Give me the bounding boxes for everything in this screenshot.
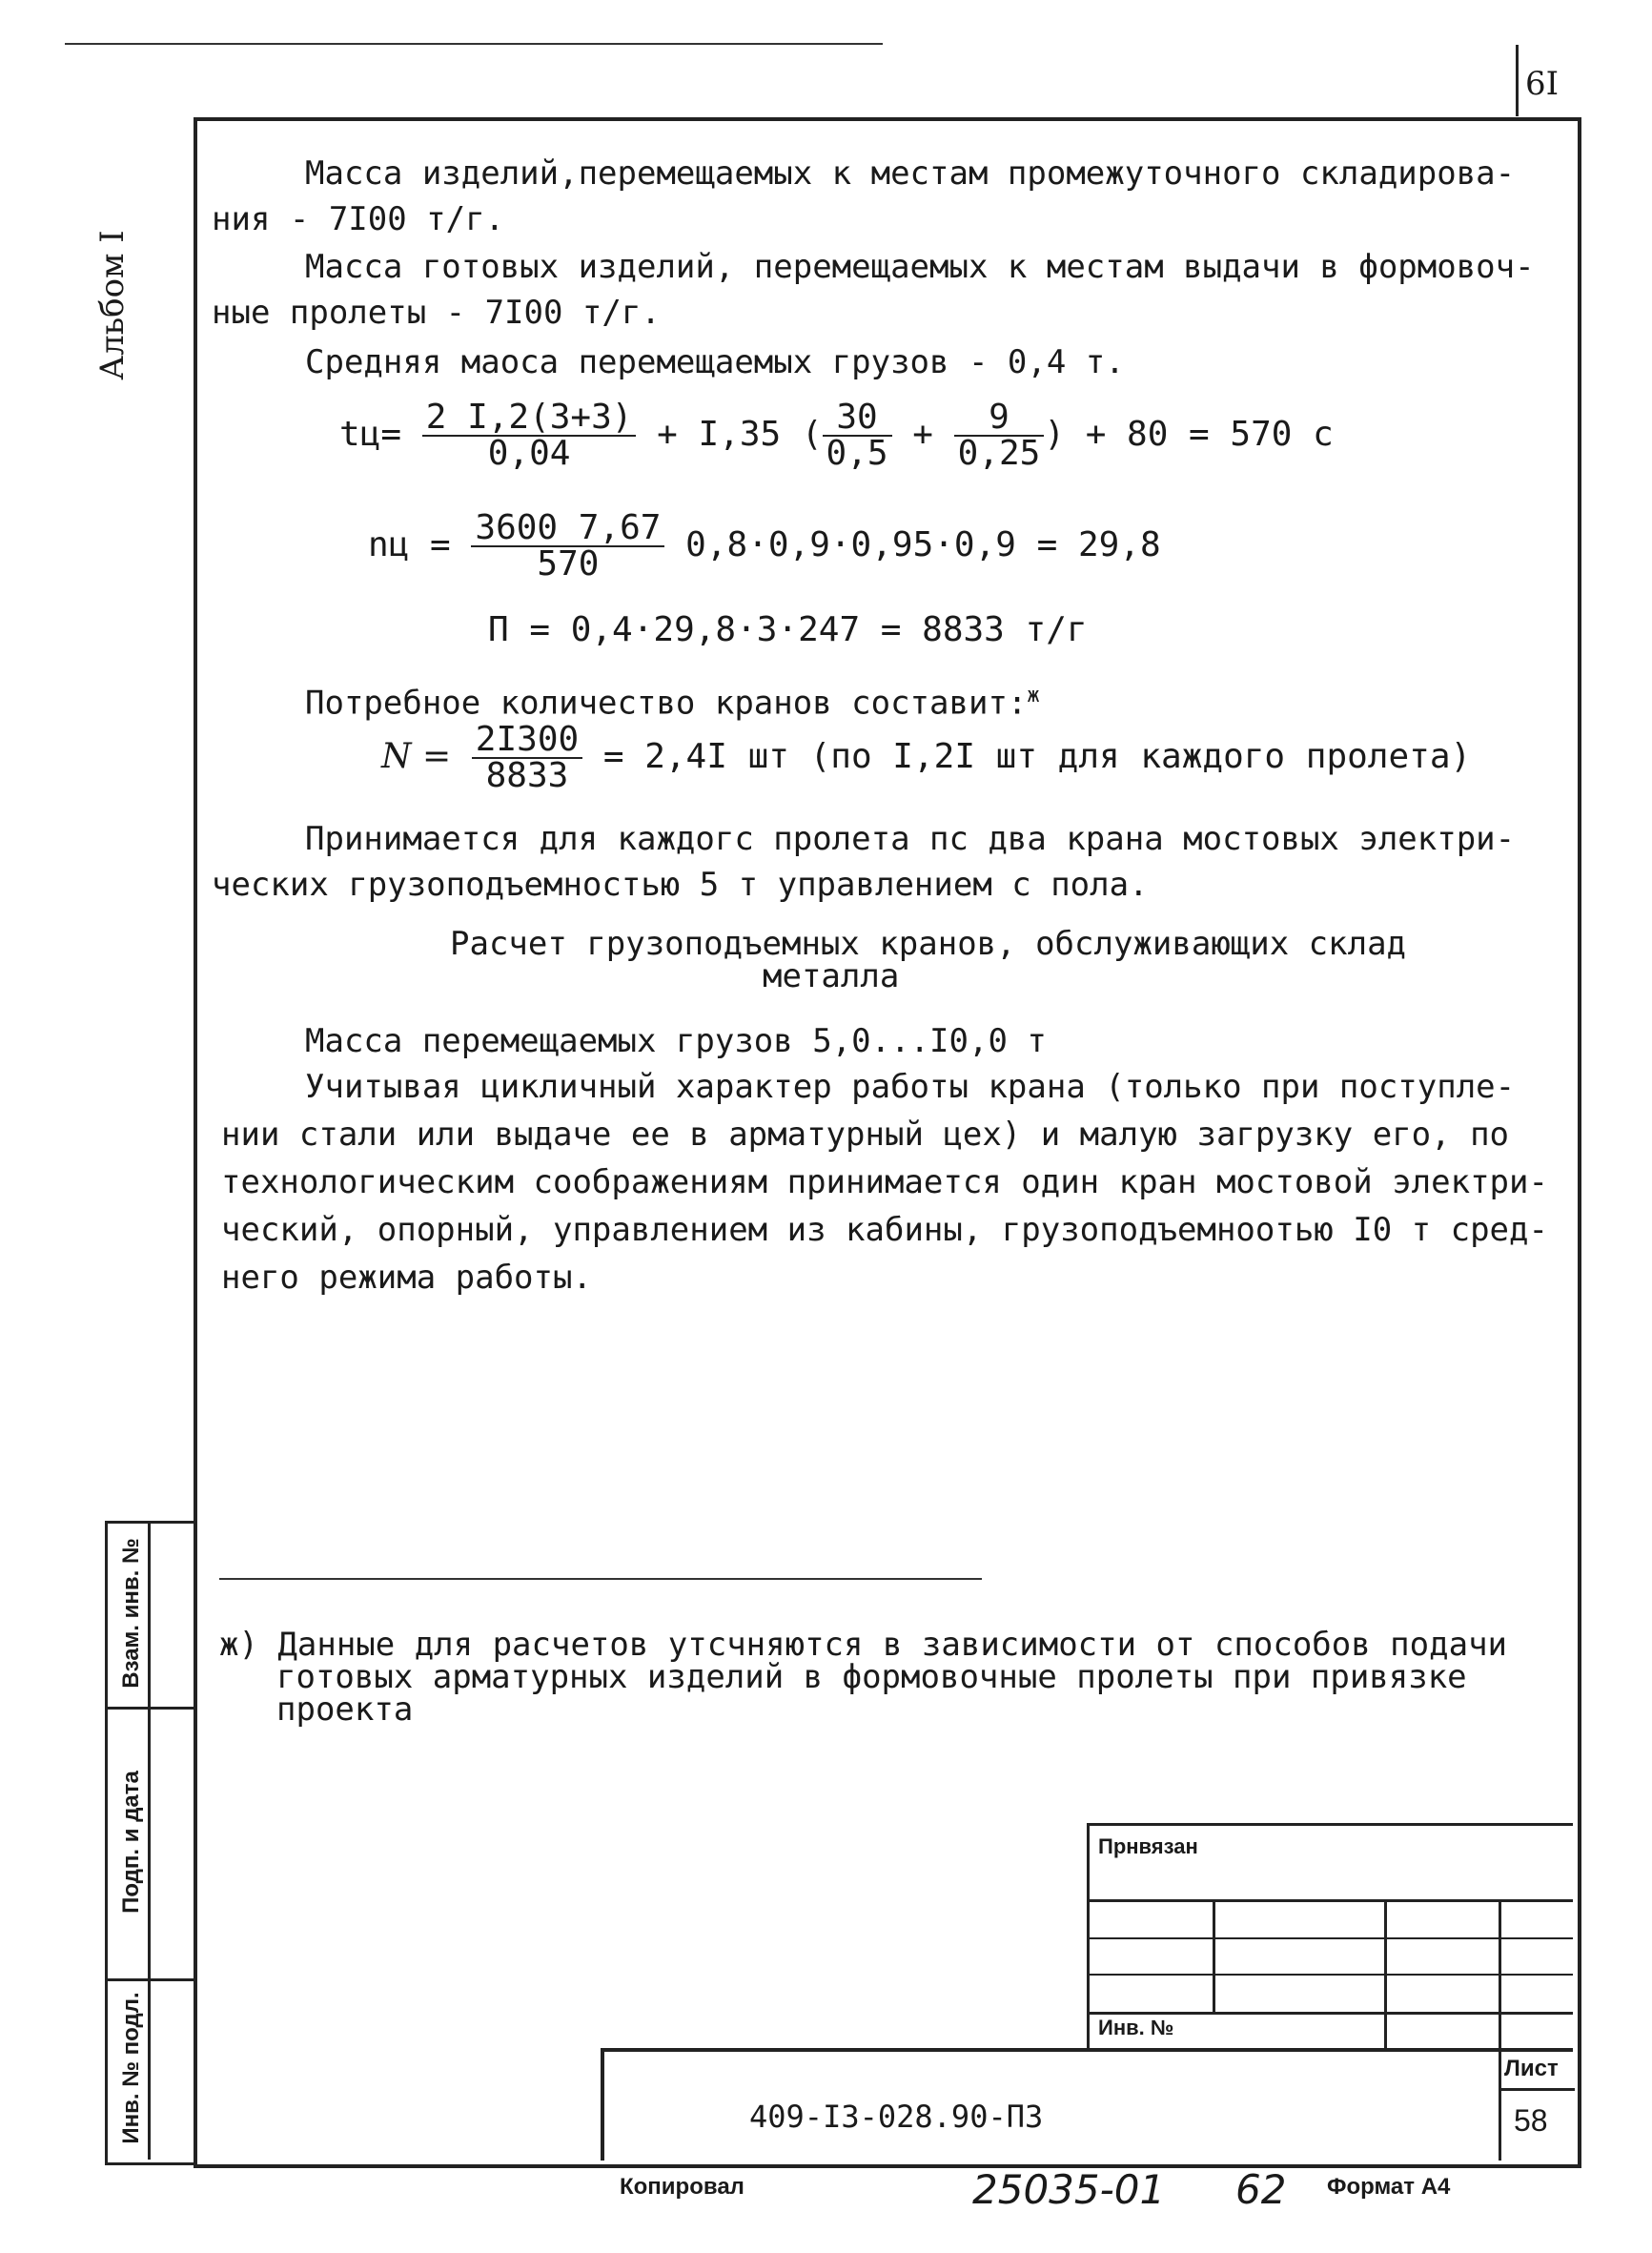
formula-part: + I,35 ( (657, 415, 823, 454)
formula-part: = 2,4I шт (по I,2I шт для каждого пролета) (602, 737, 1472, 776)
section-heading: Расчет грузоподъемных кранов, обслуживающих склад (450, 925, 1407, 963)
page-number: 6I (1525, 65, 1560, 103)
side-stamp-divider (105, 1978, 194, 1981)
formula-tc (339, 400, 1334, 471)
paragraph-line (305, 673, 1040, 726)
document-code: 409-I3-028.90-ПЗ (749, 2099, 1044, 2135)
paragraph-line: ческих грузоподъемностью 5 т управлением с пола. (212, 866, 1149, 904)
title-block-privyazan: Прнвязан (1098, 1834, 1198, 1858)
fraction-numerator: 2 I,2(3+3) (422, 400, 637, 437)
side-label-podp: Подп. и дата (118, 1771, 144, 1914)
fraction (954, 400, 1045, 471)
formula-part: ) + 80 = 570 с (1044, 415, 1334, 454)
fraction-numerator: 2I300 (472, 723, 582, 759)
fraction-numerator: 30 (823, 400, 892, 437)
footnote-rule (219, 1578, 982, 1580)
paragraph-line: него режима работы. (221, 1259, 592, 1297)
fraction (422, 400, 637, 471)
format-label: Формат А4 (1327, 2174, 1451, 2200)
paragraph-line: Учитывая цикличный характер работы крана (только при поступле- (305, 1068, 1516, 1106)
fraction (472, 720, 582, 795)
title-block-inv: Инв. № (1098, 2016, 1174, 2039)
fraction-denominator: 570 (537, 544, 600, 584)
formula-part: 0,8·0,9·0,95·0,9 = 29,8 (685, 525, 1161, 564)
title-block-rule (1213, 1899, 1215, 2012)
header-rule (65, 43, 883, 45)
stamp-rule (601, 2048, 1573, 2052)
footnote-line: готовых арматурных изделий в формовочные пролеты при привязке (276, 1658, 1467, 1696)
formula-n (381, 720, 1472, 795)
side-label-inv: Инв. № подл. (118, 1992, 144, 2144)
paragraph-line: Принимается для каждогс пролета пс два крана мостовых электри- (305, 820, 1516, 858)
handwritten-number: 25035-01 (972, 2166, 1166, 2213)
title-block-rule (1384, 1899, 1387, 2048)
formula-p: П = 0,4·29,8·3·247 = 8833 т/г (488, 610, 1088, 649)
formula-lhs: N = (381, 737, 452, 776)
fraction (471, 508, 664, 584)
paragraph-line: Средняя маоса перемещаемых грузов - 0,4 т. (305, 343, 1125, 381)
fraction-denominator: 0,5 (826, 434, 888, 473)
handwritten-number: 62 (1235, 2166, 1287, 2213)
paragraph-line: технологическим соображениям принимается один кран мостовой электри- (221, 1163, 1548, 1201)
paragraph-line: нии стали или выдаче ее в арматурный цех) и малую загрузку его, по (221, 1116, 1510, 1154)
sheet-label: Лист (1504, 2056, 1559, 2081)
fraction-numerator: 3600 7,67 (471, 511, 664, 547)
title-block-rule (1087, 1823, 1573, 1826)
fraction-denominator: 0,25 (957, 434, 1041, 473)
title-block-rule (1499, 1899, 1501, 2161)
formula-lhs: nц = (368, 525, 451, 564)
fraction-denominator: 0,04 (487, 434, 571, 473)
footnote-line: проекта (276, 1690, 414, 1729)
formula-part: + (912, 415, 933, 454)
side-stamp-divider (148, 1521, 151, 2160)
stamp-rule (601, 2048, 604, 2161)
formula-nc (368, 508, 1161, 584)
paragraph-line: Масса готовых изделий, перемещаемых к местам выдачи в формовоч- (305, 248, 1535, 286)
fraction (823, 400, 892, 471)
formula-lhs: tц= (339, 415, 402, 454)
paragraph-line: Масса изделий,перемещаемых к местам промежуточного складирова- (305, 154, 1516, 193)
sheet-number: 58 (1514, 2103, 1548, 2138)
stamp-rule (1499, 2088, 1575, 2091)
album-label: Альбом I (93, 230, 132, 380)
paragraph-line: ния - 7I00 т/г. (212, 200, 505, 238)
paragraph-line: ческий, опорный, управлением из кабины, грузоподъемноотью I0 т сред- (221, 1211, 1548, 1249)
side-label-vzam: Взам. инв. № (118, 1538, 144, 1689)
section-heading: металла (763, 957, 900, 995)
kopiroval-label: Копировал (620, 2174, 744, 2200)
footnote-line: ж) Данные для расчетов утсчняются в зависимости от способов подачи (219, 1626, 1508, 1664)
footnote-mark: ж (1027, 684, 1040, 707)
fraction-numerator: 9 (954, 400, 1045, 437)
side-stamp-divider (105, 1707, 194, 1710)
paragraph-text: Потребное количество кранов составит: (305, 684, 1028, 723)
fraction-denominator: 8833 (485, 756, 569, 795)
paragraph-line: ные пролеты - 7I00 т/г. (212, 294, 661, 332)
paragraph-line: Масса перемещаемых грузов 5,0...I0,0 т (305, 1022, 1047, 1060)
